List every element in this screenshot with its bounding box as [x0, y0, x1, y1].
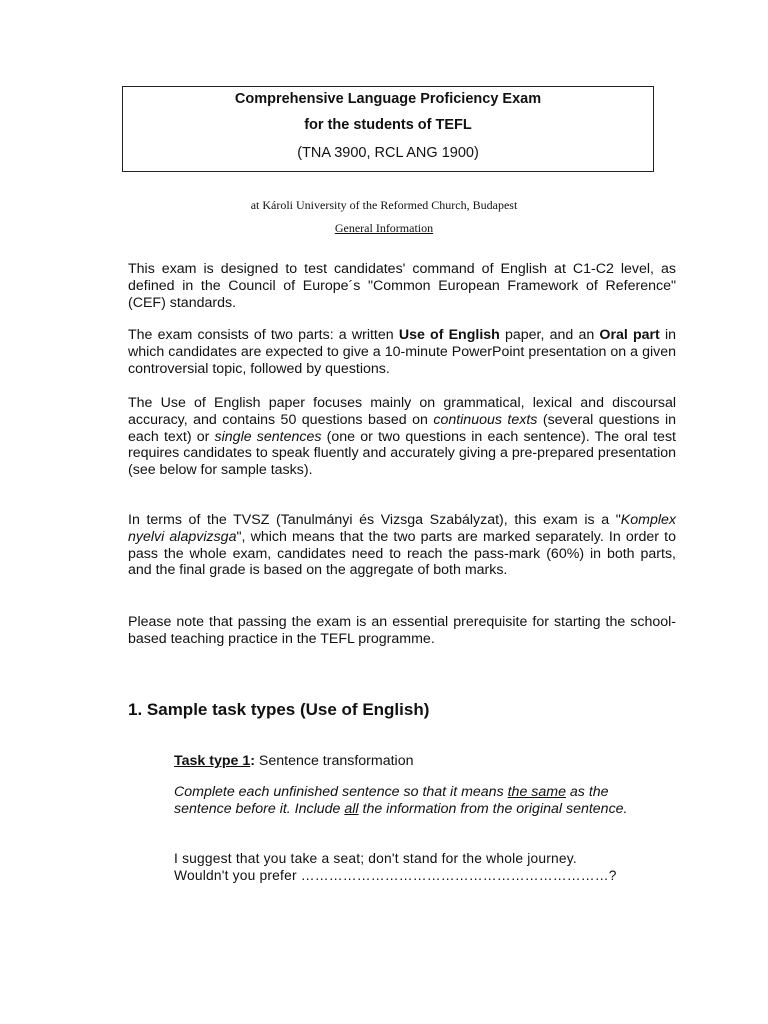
text-run: Complete each unfinished sentence so that it means [174, 784, 508, 800]
paragraph-exam-parts [128, 327, 676, 377]
text-run: paper, and an [499, 327, 600, 343]
example-sentence: I suggest that you take a seat; don't stand for the whole journey. [174, 851, 577, 866]
text-run: (several questions in each text) or [128, 411, 677, 445]
text-run: (one or two questions in each sentence). The oral test requires candidates to speak fluently and accurately giving a pre-prepared presentation (see below for sample tasks). [128, 428, 676, 479]
text-run: as the sentence before it. Include [174, 784, 609, 817]
italic-continuous-texts: continuous texts [433, 411, 538, 428]
paragraph-prerequisite: Please note that passing the exam is an essential prerequisite for starting the school-based teaching practice in the TEFL programme. [128, 614, 676, 647]
bold-oral-part: Oral part [599, 327, 660, 343]
text-run: in which candidates are expected to give a 10-minute PowerPoint presentation on a given controversial topic, followed by questions. [128, 327, 676, 377]
example-answer-prompt: Wouldn't you prefer …………………………………………………………? [174, 868, 617, 883]
paragraph-exam-purpose: This exam is designed to test candidates' command of English at C1-C2 level, as defined in the Council of Europe´s "Common European Framework of Reference" (CEF) standards. [128, 261, 676, 311]
task-type-label: Task type 1 [174, 753, 251, 769]
text-run: The exam consists of two parts: a written [128, 327, 399, 343]
paragraph-use-of-english [128, 395, 676, 479]
paragraph-tvsz [128, 512, 676, 579]
title-box [122, 86, 654, 172]
institution-line: at Károli University of the Reformed Church, Budapest [250, 198, 518, 212]
underlined-the-same: the same [507, 784, 566, 800]
task-type-line [174, 753, 413, 769]
text-run: In terms of the TVSZ (Tanulmányi és Vizsga Szabályzat), this exam is a " [128, 512, 621, 528]
text-run: ", which means that the two parts are marked separately. In order to pass the whole exam, candidates need to reach the pass-mark (60%) in both parts, and the final grade is based on the aggregate of both marks. [128, 528, 676, 579]
exam-audience: for the students of TEFL [304, 117, 472, 133]
task-instruction [174, 784, 654, 818]
section-heading: 1. Sample task types (Use of English) [128, 700, 430, 719]
text-run: The Use of English paper focuses mainly on grammatical, lexical and discoursal accuracy, and contains 50 questions based on [128, 395, 676, 428]
italic-single-sentences: single sentences [214, 428, 322, 445]
task-type-description: Sentence transformation [254, 753, 414, 769]
text-run: the information from the original sentence. [358, 801, 628, 817]
general-information-heading: General Information [334, 221, 434, 235]
bold-use-of-english: Use of English [398, 327, 500, 343]
course-codes: (TNA 3900, RCL ANG 1900) [297, 145, 479, 161]
underlined-all: all [344, 801, 359, 817]
italic-komplex-nyelvi: Komplex nyelvi alapvizsga [128, 512, 676, 545]
exam-title: Comprehensive Language Proficiency Exam [234, 91, 542, 107]
task-type-colon: : [250, 753, 255, 769]
